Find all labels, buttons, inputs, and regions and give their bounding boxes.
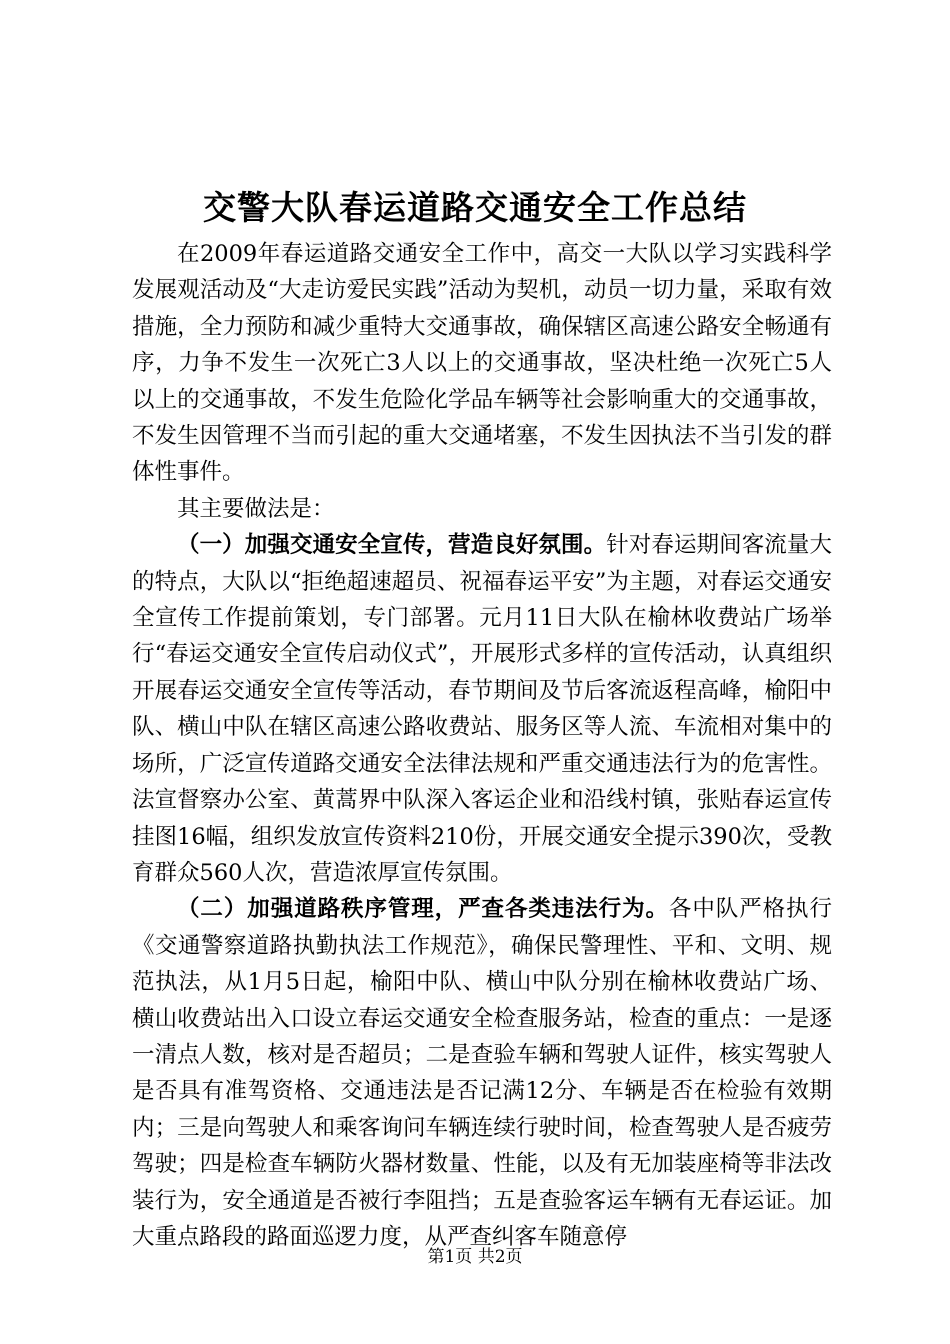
- paragraph-text: 在2009年春运道路交通安全工作中，高交一大队以学习实践科学发展观活动及“大走访爱民实践”活动为契机，动员一切力量，采取有效措施，全力预防和减少重特大交通事故，确保辖区高速公路安全畅通有序，力争不发生一次死亡3人以上的交通事故，坚决杜绝一次死亡5人以上的交通事故，不发生危险化学品车辆等社会影响重大的交通事故，不发生因管理不当而引起的重大交通堵塞，不发生因执法不当引发的群体性事件。: [132, 241, 832, 486]
- section-heading: （二）加强道路秩序管理，严查各类违法行为。: [177, 896, 669, 923]
- methods-lead-paragraph: [132, 491, 832, 527]
- paragraph-text: 各中队严格执行《交通警察道路执勤执法工作规范》，确保民警理性、平和、文明、规范执法，从1月5日起，榆阳中队、横山中队分别在榆林收费站广场、横山收费站出入口设立春运交通安全检查服务站，检查的重点：一是逐一清点人数，核对是否超员；二是查验车辆和驾驶人证件，核实驾驶人是否具有准驾资格、交通违法是否记满12分、车辆是否在检验有效期内；三是向驾驶人和乘客询问车辆连续行驶时间，检查驾驶人是否疲劳驾驶；四是检查车辆防火器材数量、性能，以及有无加装座椅等非法改装行为，安全通道是否被行李阻挡；五是查验客运车辆有无春运证。加大重点路段的路面巡逻力度，从严查纠客车随意停: [132, 896, 832, 1250]
- document-title: 交警大队春运道路交通安全工作总结: [203, 188, 747, 227]
- section-one-paragraph: [132, 527, 832, 891]
- document-body: [132, 236, 832, 1255]
- paragraph-text: 其主要做法是：: [177, 495, 335, 522]
- page-footer: 第1页 共2页: [427, 1247, 523, 1267]
- section-heading: （一）加强交通安全宣传，营造良好氛围。: [177, 532, 607, 559]
- paragraph-text: 针对春运期间客流量大的特点，大队以“拒绝超速超员、祝福春运平安”为主题，对春运交通安全宣传工作提前策划，专门部署。元月11日大队在榆林收费站广场举行“春运交通安全宣传启动仪式”，开展形式多样的宣传活动，认真组织开展春运交通安全宣传等活动，春节期间及节后客流返程高峰，榆阳中队、横山中队在辖区高速公路收费站、服务区等人流、车流相对集中的场所，广泛宣传道路交通安全法律法规和严重交通违法行为的危害性。法宣督察办公室、黄蒿界中队深入客运企业和沿线村镇，张贴春运宣传挂图16幅，组织发放宣传资料210份，开展交通安全提示390次，受教育群众560人次，营造浓厚宣传氛围。: [132, 532, 832, 886]
- intro-paragraph: [132, 236, 832, 491]
- section-two-paragraph: [132, 891, 832, 1255]
